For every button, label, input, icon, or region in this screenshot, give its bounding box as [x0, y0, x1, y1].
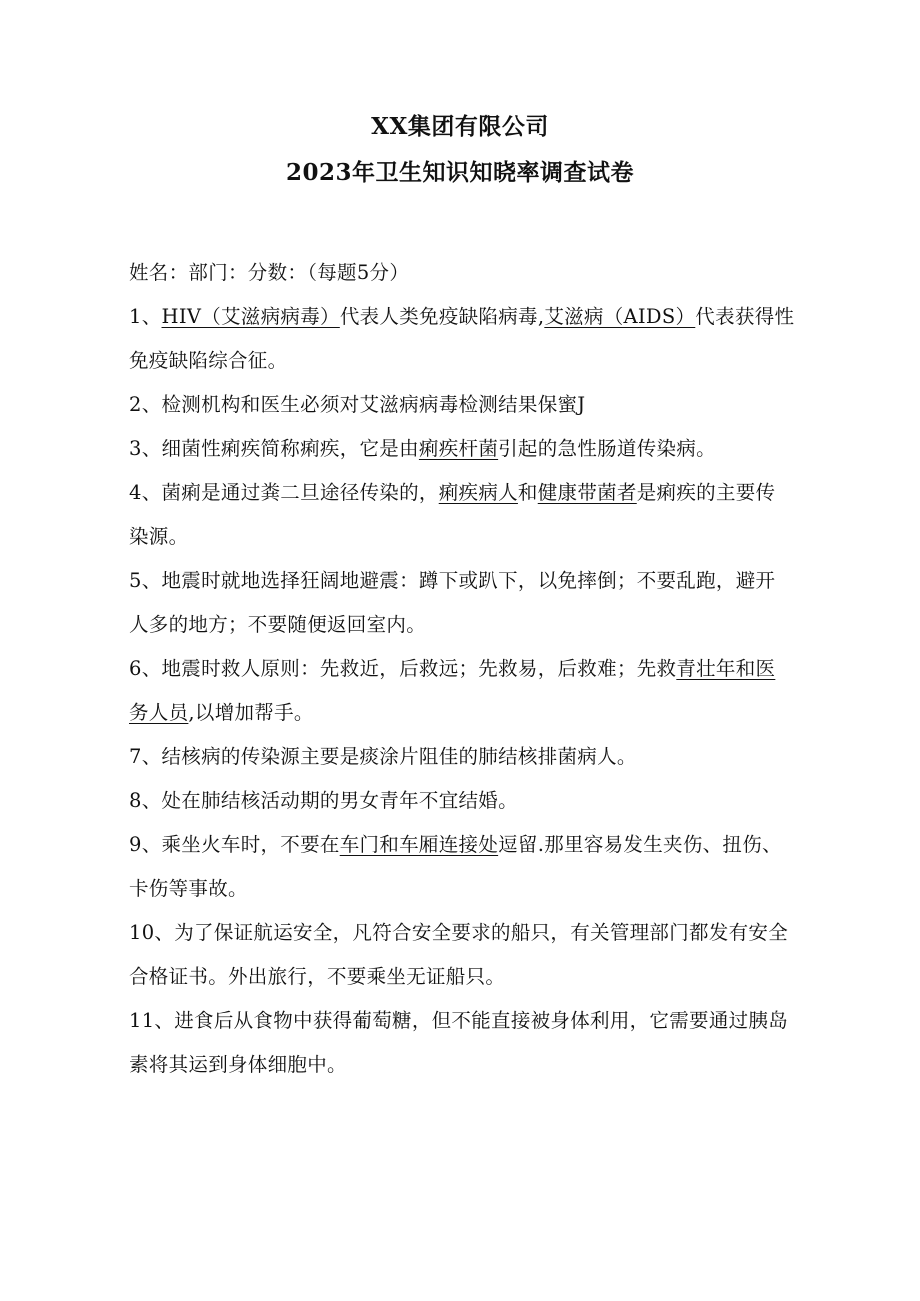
question-line [129, 295, 843, 339]
question-text: 和 [517, 481, 538, 504]
question-text: 引起的急性肠道传染病。 [498, 437, 716, 460]
question-line [129, 691, 843, 735]
question-text: 人多的地方；不要随便返回室内。 [129, 613, 427, 636]
question-line [129, 559, 843, 603]
question-text: 染源。 [129, 525, 189, 548]
question-line [129, 823, 843, 867]
question-text: 7、结核病的传染源主要是痰涂片阻佳的肺结核排菌病人。 [129, 745, 637, 768]
answer-underlined: HIV（艾滋病病毒） [161, 305, 340, 328]
question-line [129, 383, 843, 427]
question-text: 11、进食后从食物中获得葡萄糖，但不能直接被身体利用，它需要通过胰岛 [129, 1009, 789, 1032]
question-line [129, 515, 843, 559]
question-text: 10、为了保证航运安全，凡符合安全要求的船只，有关管理部门都发有安全 [129, 921, 789, 944]
question-text: ,以增加帮手。 [188, 701, 314, 724]
question-text: 1、 [129, 305, 162, 328]
answer-underlined: 痢疾病人 [438, 481, 518, 504]
answer-underlined: 务人员 [129, 701, 189, 724]
question-text: 代表获得性 [695, 305, 795, 328]
question-text: 6、地震时救人原则：先救近，后救远；先救易，后救难；先救 [129, 657, 677, 680]
exam-content [129, 251, 843, 1087]
question-line [129, 647, 843, 691]
answer-underlined: 痢疾杆菌 [418, 437, 499, 460]
question-line [129, 999, 843, 1043]
question-line [129, 779, 843, 823]
question-text: 逗留.那里容易发生夹伤、扭伤、 [498, 833, 782, 856]
question-line [129, 735, 843, 779]
question-text: 素将其运到身体细胞中。 [129, 1053, 347, 1076]
question-item [129, 911, 843, 999]
question-item [129, 735, 843, 779]
question-text: 4、菌痢是通过粪二旦途径传染的， [129, 481, 439, 504]
answer-underlined: 艾滋病（AIDS） [544, 305, 696, 328]
question-line [129, 471, 843, 515]
question-item [129, 383, 843, 427]
answer-underlined: 车门和车厢连接处 [339, 833, 499, 856]
question-text: 9、乘坐火车时，不要在 [129, 833, 340, 856]
question-item [129, 999, 843, 1087]
exam-title: 2023年卫生知识知晓率调查试卷 [285, 159, 634, 186]
question-item [129, 779, 843, 823]
question-line [129, 867, 843, 911]
question-text: 2、检测机构和医生必须对艾滋病病毒检测结果保蜜J [129, 393, 586, 416]
question-text: 免疫缺陷综合征。 [129, 349, 288, 372]
question-line [129, 1043, 843, 1087]
info-line: 姓名：部门：分数：（每题5分） [129, 261, 410, 284]
question-line [129, 339, 843, 383]
question-line [129, 603, 843, 647]
answer-underlined: 青壮年和医 [676, 657, 776, 680]
company-title: XX集团有限公司 [371, 113, 549, 140]
question-item [129, 427, 843, 471]
question-item [129, 823, 843, 911]
question-item [129, 647, 843, 735]
question-text: 合格证书。外出旅行，不要乘坐无证船只。 [129, 965, 506, 988]
question-text: 8、处在肺结核活动期的男女青年不宜结婚。 [129, 789, 518, 812]
question-list [129, 295, 843, 1087]
question-text: 卡伤等事故。 [129, 877, 248, 900]
question-line [129, 427, 843, 471]
question-text: 5、地震时就地选择狂阔地避震：蹲下或趴下，以免摔倒；不要乱跑，避开 [129, 569, 776, 592]
question-item [129, 559, 843, 647]
question-text: 代表人类免疫缺陷病毒, [339, 305, 545, 328]
question-item [129, 295, 843, 383]
answer-underlined: 健康带菌者 [537, 481, 637, 504]
question-item [129, 471, 843, 559]
question-line [129, 911, 843, 955]
question-line [129, 955, 843, 999]
question-text: 是痢疾的主要传 [636, 481, 776, 504]
question-text: 3、细菌性痢疾简称痢疾，它是由 [129, 437, 419, 460]
